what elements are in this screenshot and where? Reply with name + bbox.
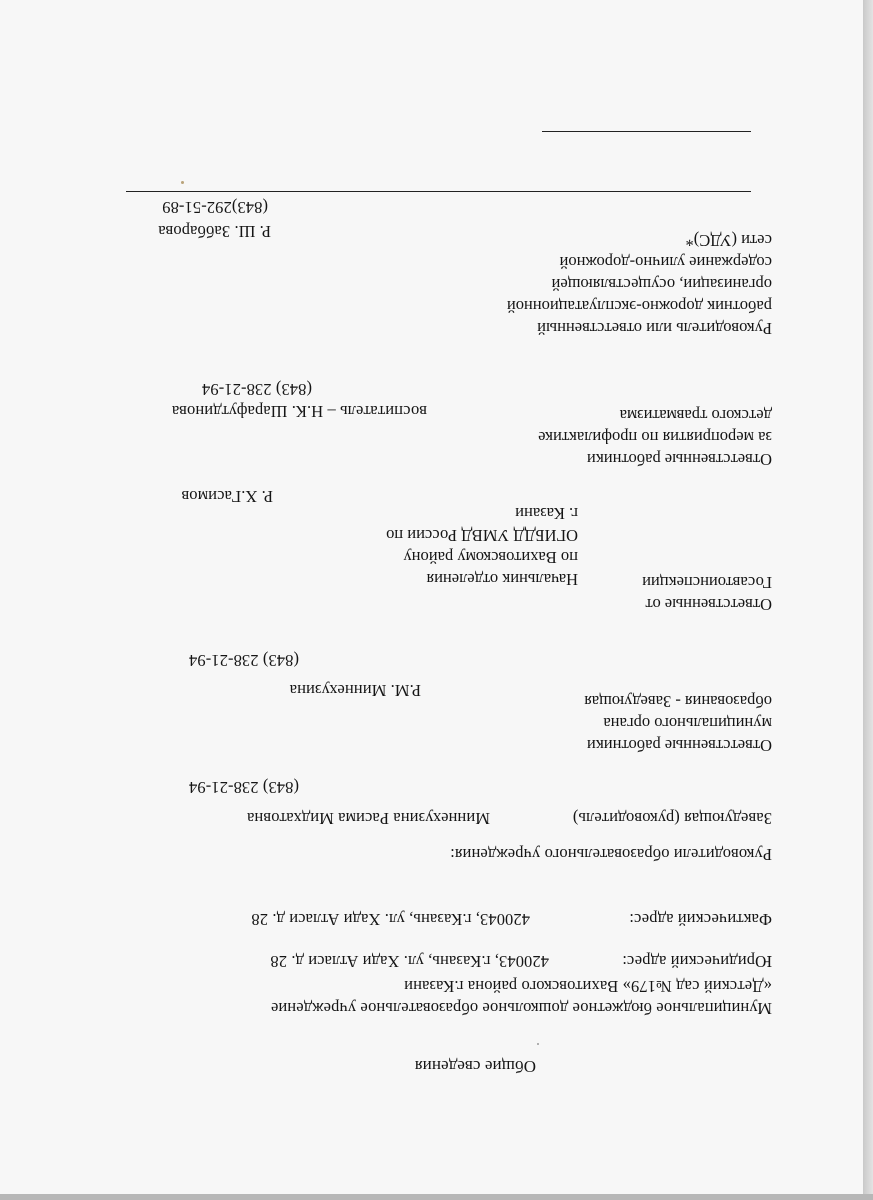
gai-position-line: по Вахитовскому району [403,548,578,567]
prevention-phone: (843) 238-21-94 [201,380,312,399]
road-name: Р. Ш. Заббарова [158,222,271,241]
gai-position-line: г. Казани [515,504,578,523]
municipal-label [584,690,772,756]
head-role: Заведующая (руководитель) [572,809,772,828]
prevention-name: воспитатель – Н.К. Шарафутдинова [171,402,427,421]
actual-address-label: Фактический адрес: [629,910,772,929]
gai-position-line: Начальник отделения [426,570,578,589]
head-name: Миннехузина Расима Мидхатовна [246,809,490,828]
paper-speck [537,1043,539,1045]
gai-position-line: ОГИБДД УМВД России по [386,526,578,545]
gai-position [386,502,578,590]
road-label-line: сети (УДС)* [685,231,772,250]
road-label-line: организации, осуществляющей [551,275,772,294]
signature-line-short [542,131,751,132]
road-label [507,229,772,339]
legal-address-value: 420043, г.Казань, ул. Хади Атласи д. 28 [270,952,549,971]
prevention-label-line: Ответственные работники [586,450,772,469]
legal-address-label: Юридический адрес: [622,952,772,971]
institution-name-line1: Муниципальное бюджетное дошкольное образовательное учреждение [270,999,772,1018]
signature-line-long [126,191,751,192]
prevention-label-line: за мероприятия по профилактике [538,428,772,447]
institution-name-line2: «Детский сад №179» Вахитовского района г.Казани [404,977,772,996]
leaders-heading: Руководители образовательного учреждения: [450,845,772,864]
municipal-name: Р.М. Миннехузина [289,681,421,700]
gai-label-line: Ответственные от [645,595,772,614]
gai-name: Р. Х.Гасимов [181,487,273,506]
paper-speck [181,181,184,184]
gai-label [642,571,772,615]
page-title: Общие сведения [414,1057,536,1076]
prevention-label-line: детского травматизма [619,406,772,425]
road-phone: (843)292-51-89 [162,198,268,217]
actual-address-value: 420043, г.Казань, ул. Хади Атласи д. 28 [251,910,530,929]
road-label-line: Руководитель или ответственный [537,319,772,338]
municipal-phone: (843) 238-21-94 [188,651,299,670]
municipal-label-line: образования - Заведующая [584,692,772,711]
municipal-label-line: Ответственные работники [586,736,772,755]
road-label-line: работник дорожно-эксплуатационной [506,297,772,316]
prevention-label [538,404,772,470]
gai-label-line: Госавтоинспекции [642,573,772,592]
municipal-label-line: муниципального органа [603,714,772,733]
road-label-line: содержание улично-дорожной [559,253,772,272]
head-phone: (843) 238-21-94 [188,778,299,797]
